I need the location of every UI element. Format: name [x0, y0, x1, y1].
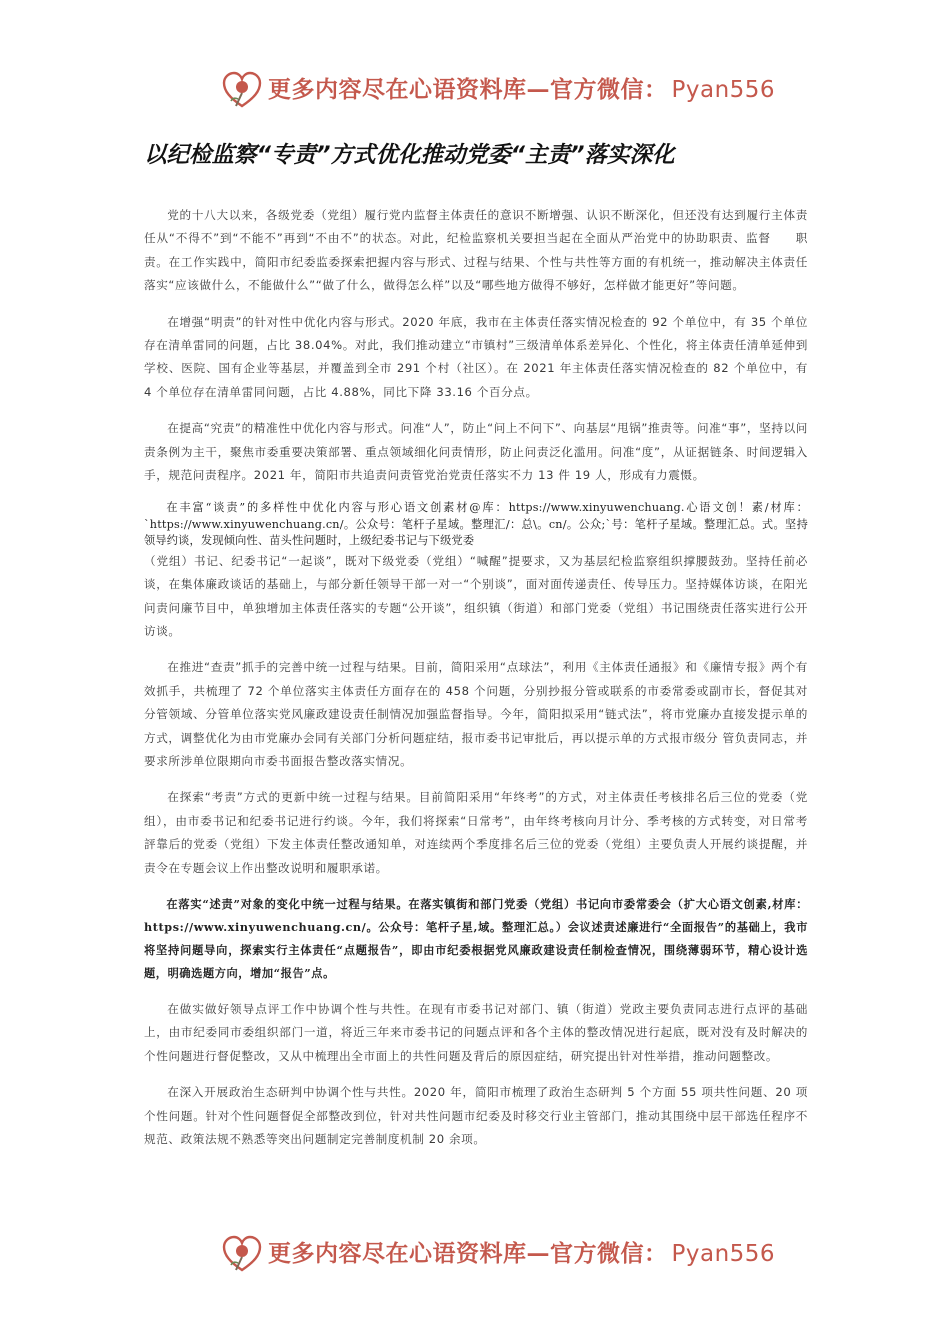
header-banner — [0, 68, 950, 112]
paragraph-chaze: 在推进“查责”抓手的完善中统一过程与结果。目前，简阳采用“点球法”，利用《主体责任通报》和《廉情专报》两个有效抓手，共梳理了 72 个单位落实主体责任方面存在的 458 个问题，分别抄报分管或联系的市委常委或副市长，督促其对分管领域、分管单位落实党风廉政建设责任制情况加强监督指导。今年，简阳拟采用“链式法”，将市党廉办直接发提示单的方式，调整优化为由市党廉办会同有关部门分析问题症结，报市委书记审批后，再以提示单的方式报市级分 管负责同志，并要求所涉单位限期向市委书面报告整改落实情况。 — [144, 660, 808, 768]
paragraph-jiuze: 在提高“究责”的精准性中优化内容与形式。问准“人”，防止“问上不问下”、向基层“甩锅”推责等。问准“事”，坚持以问责条例为主干，聚焦市委重要决策部署、重点领域细化问责情形，防止问责泛化滥用。问准“度”，从证据链条、时间逻辑入手，规范问责程序。2021 年，简阳市共追责问责管党治党责任落实不力 13 件 19 人，形成有力震慑。 — [144, 421, 808, 483]
paragraph-yanpan: 在深入开展政治生态研判中协调个性与共性。2020 年，简阳市梳理了政治生态研判 5 个方面 55 项共性问题、20 项个性问题。针对个性问题督促全部整改到位，针对共性问题市纪委及时移交行业主管部门，推动其围绕中层干部选任程序不规范、政策法规不熟悉等突出问题制定完善制度机制 20 余项。 — [144, 1085, 808, 1146]
banner-text — [268, 1240, 775, 1268]
banner-slogan: 更多内容尽在心语资料库—官方微信： — [268, 76, 668, 103]
footer-banner — [0, 1232, 950, 1276]
paragraph-kaoze: 在探索“考责”方式的更新中统一过程与结果。目前简阳采用“年终考”的方式，对主体责任考核排名后三位的党委（党组），由市委书记和纪委书记进行约谈。今年，我们将探索“日常考”，由年终考核向月计分、季考核的方式转变，对日常考評靠后的党委（党组）下发主体责任整改通知单，对连续两个季度排名后三位的党委（党组）主要负责人开展约谈提醒，并责令在专题会议上作出整改说明和履职承诺。 — [144, 790, 808, 875]
paragraph-shuze: 在落实“述责”对象的变化中统一过程与结果。在落实镇街和部门党委（党组）书记向市委常委会（扩大心语文创素,材库：https://www.xinyuwenchuang.cn/。公众号：笔杆子星,域。整理汇总。）会议述责述廉进行“全面报告”的基础上，我市将坚持问题导向，探索实行主体责任“点题报告”，即由市纪委根据党风廉政建设责任制检查情况，围绕薄弱环节，精心设计选题，明确选题方向，增加“报告”点。 — [144, 896, 808, 980]
banner-slogan: 更多内容尽在心语资料库—官方微信： — [268, 1240, 668, 1267]
paragraph-tanze-start: 在丰富“谈责”的多样性中优化内容与形心语文创素材@库：https://www.xinyuwenchuang.心语文创！素/材库：`https://www.xinyuwenchuang.cn/。公众号：笔杆子星域。整理汇/：总\。cn/。公众;`号：笔杆子星域。整理汇总。式。坚持领导约谈，发现倾向性、苗头性问题时，上级纪委书记与下级党委 — [144, 501, 808, 548]
paragraph-mingze: 在增强“明责”的针对性中优化内容与形式。2020 年底，我市在主体责任落实情况检查的 92 个单位中，有 35 个单位存在清单雷同的问题，占比 38.04%。对此，我们推动建立“市镇村”三级清单体系差异化、个性化，将主体责任清单延伸到学校、医院、国有企业等基层，并覆盖到全市 291 个村（社区）。在 2021 年主体责任落实情况检查的 82 个单位中，有 4 个单位存在清单雷同问题，占比 4.88%，同比下降 33.16 个百分点。 — [144, 314, 808, 399]
paragraph-tanze-continued: （党组）书记、纪委书记“一起谈”，既对下级党委（党组）“喊醒”提要求，又为基层纪检监察组织撑腰鼓劲。坚持任前必 谈，在集体廉政谈话的基础上，与部分新任领导干部一对一“个别谈”，面对面传递责任、传导压力。坚持媒体访谈，在阳光问责问廉节目中，单独增加主体责任落实的专题“公开谈”，组织镇（街道）和部门党委（党组）书记围绕责任落实进行公开访谈。 — [144, 553, 833, 638]
banner-wechat-id: Pyan556 — [671, 77, 776, 103]
banner-text — [268, 76, 775, 104]
paragraph-intro: 党的十八大以来，各级党委（党组）履行党内监督主体责任的意识不断增强、认识不断深化，但还没有达到履行主体责任从“不得不”到“不能不”再到“不由不”的状态。对此，纪检监察机关要担当起在全面从严治党中的协助职责、监督 职责。在工作实践中，简阳市纪委监委探索把握内容与形式、过程与结果、个性与共性等方面的有机统一，推动解决主体责任落实“应该做什么，不能做什么”“做了什么，做得怎么样”以及“哪些地方做得不够好，怎样做才能更好”等问题。 — [144, 208, 808, 293]
document-title: 以纪检监察“专责”方式优化推动党委“主责”落实深化 — [144, 142, 675, 168]
heart-rose-logo-icon — [220, 1234, 264, 1274]
heart-rose-logo-icon — [220, 70, 264, 110]
banner-wechat-id: Pyan556 — [671, 1241, 776, 1267]
paragraph-dianping: 在做实做好领导点评工作中协调个性与共性。在现有市委书记对部门、镇（街道）党政主要负责同志进行点评的基础上，由市纪委同市委组织部门一道，将近三年来市委书记的问题点评和各个主体的整改情况进行起底，既对没有及时解决的个性问题进行督促整改，又从中梳理出全市面上的共性问题及背后的原因症结，研究提出针对性举措，推动问题整改。 — [144, 1001, 808, 1063]
document-body — [144, 204, 833, 1164]
